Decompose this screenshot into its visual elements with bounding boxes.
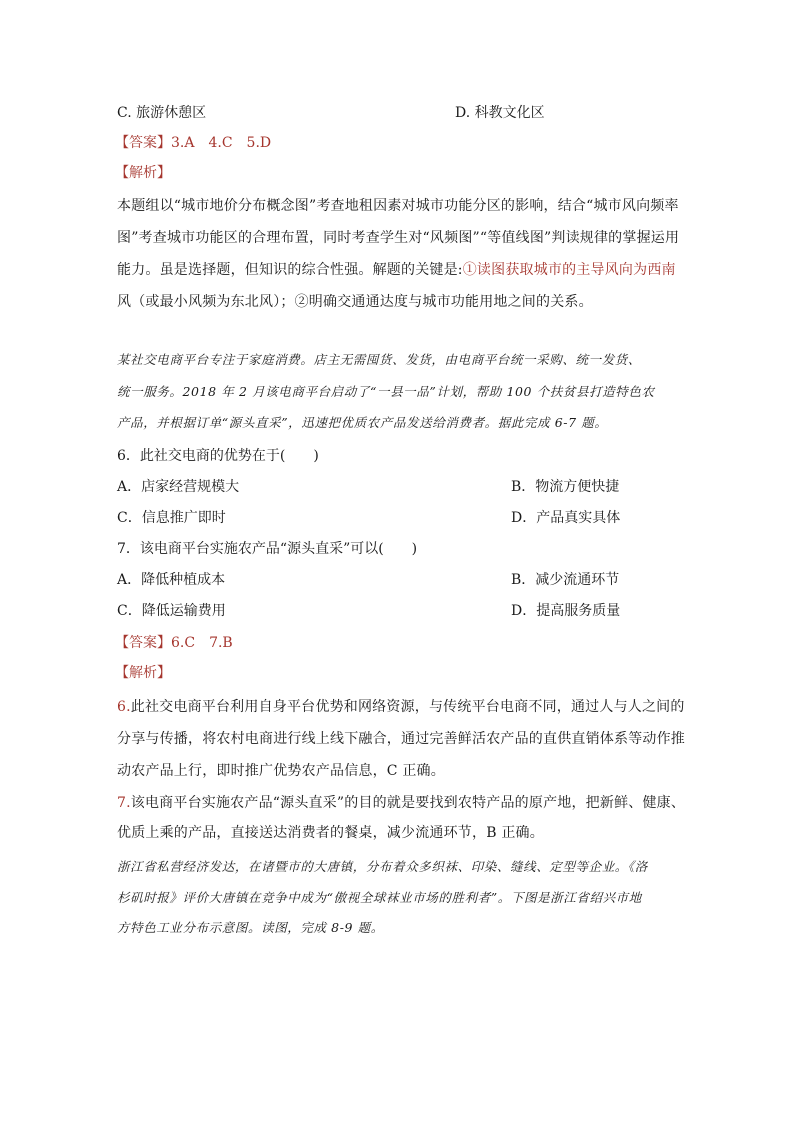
analysis2-p6-line2: 分享与传播，将农村电商进行线上线下融合，通过完善鲜活农产品的直供直销体系等动作推 (117, 731, 685, 747)
analysis1-line2: 图”考查城市功能区的合理布置，同时考查学生对“风频图”“等值线图”判读规律的掌握运用 (117, 230, 680, 246)
analysis2-p7-line1 (117, 793, 685, 813)
analysis1-line4: 风（或最小风频为东北风）；②明确交通通达度与城市功能用地之间的关系。 (117, 294, 593, 310)
passage3-line2: 杉矶时报》评价大唐镇在竞争中成为“傲视全球袜业市场的胜利者”。下图是浙江省绍兴市地 (117, 890, 642, 905)
q7-stem: 7．该电商平台实施农产品“源头直采”可以( ) (117, 541, 418, 557)
answer-value: 3.A 4.C 5.D (171, 135, 272, 151)
analysis1-line1: 本题组以“城市地价分布概念图”考查地租因素对城市功能分区的影响，结合“城市风向频率 (117, 198, 679, 214)
analysis2-p6-line3: 动农产品上行，即时推广优势农产品信息，C 正确。 (117, 763, 445, 779)
analysis2-p6-line1 (117, 697, 685, 717)
q7-option-c: C．降低运输费用 (117, 603, 226, 619)
passage2-line1: 某社交电商平台专注于家庭消费。店主无需囤货、发货，由电商平台统一采购、统一发货、 (117, 352, 642, 367)
analysis2-p6-text: 此社交电商平台利用自身平台优势和网络资源，与传统平台电商不同，通过人与人之间的 (130, 699, 685, 715)
analysis2-p7-number: 7. (117, 795, 131, 811)
q6-option-b: B．物流方便快捷 (511, 479, 620, 495)
analysis1-line3 (117, 260, 676, 280)
analysis2-p7-text: 该电商平台实施农产品“源头直采”的目的就是要找到农特产品的原产地，把新鲜、健康、 (130, 795, 686, 811)
answer-label: 【答案】 (115, 135, 171, 151)
answer-block-2 (115, 633, 233, 653)
passage2-line3: 产品，并根据订单“源头直采”，迅速把优质农产品发送给消费者。据此完成 6-7 题。 (117, 415, 608, 430)
q5-option-c: C. 旅游休憩区 (117, 105, 207, 121)
q6-option-a: A．店家经营规模大 (117, 479, 240, 495)
q6-option-c: C．信息推广即时 (117, 510, 226, 526)
analysis1-line3-text: 能力。虽是选择题，但知识的综合性强。解题的关键是: (117, 262, 463, 278)
analysis2-p7-line2: 优质上乘的产品，直接送达消费者的餐桌，减少流通环节，B 正确。 (117, 825, 544, 841)
passage2-line2: 统一服务。2018 年 2 月该电商平台启动了“一县一品”计划，帮助 100 个扶贫县打造特色农 (117, 384, 655, 399)
answer2-value: 6.C 7.B (171, 635, 233, 651)
q6-stem: 6．此社交电商的优势在于( ) (117, 448, 319, 464)
passage3-line1: 浙江省私营经济发达，在诸暨市的大唐镇，分布着众多织袜、印染、缝线、定型等企业。《洛 (117, 859, 648, 874)
q6-option-d: D．产品真实具体 (511, 510, 621, 526)
analysis2-p6-number: 6. (117, 699, 131, 715)
analysis1-line3-highlight: ①读图获取城市的主导风向为西南 (462, 262, 676, 278)
q7-option-a: A．降低种植成本 (117, 572, 226, 588)
analysis-label-2: 【解析】 (115, 665, 171, 681)
passage3-line3: 方特色工业分布示意图。读图，完成 8-9 题。 (117, 920, 384, 935)
answer-block-1 (115, 133, 271, 153)
analysis-label-1: 【解析】 (115, 165, 171, 181)
q7-option-d: D．提高服务质量 (511, 603, 621, 619)
q5-option-d: D. 科教文化区 (455, 105, 545, 121)
answer2-label: 【答案】 (115, 635, 171, 651)
q7-option-b: B．减少流通环节 (511, 572, 620, 588)
